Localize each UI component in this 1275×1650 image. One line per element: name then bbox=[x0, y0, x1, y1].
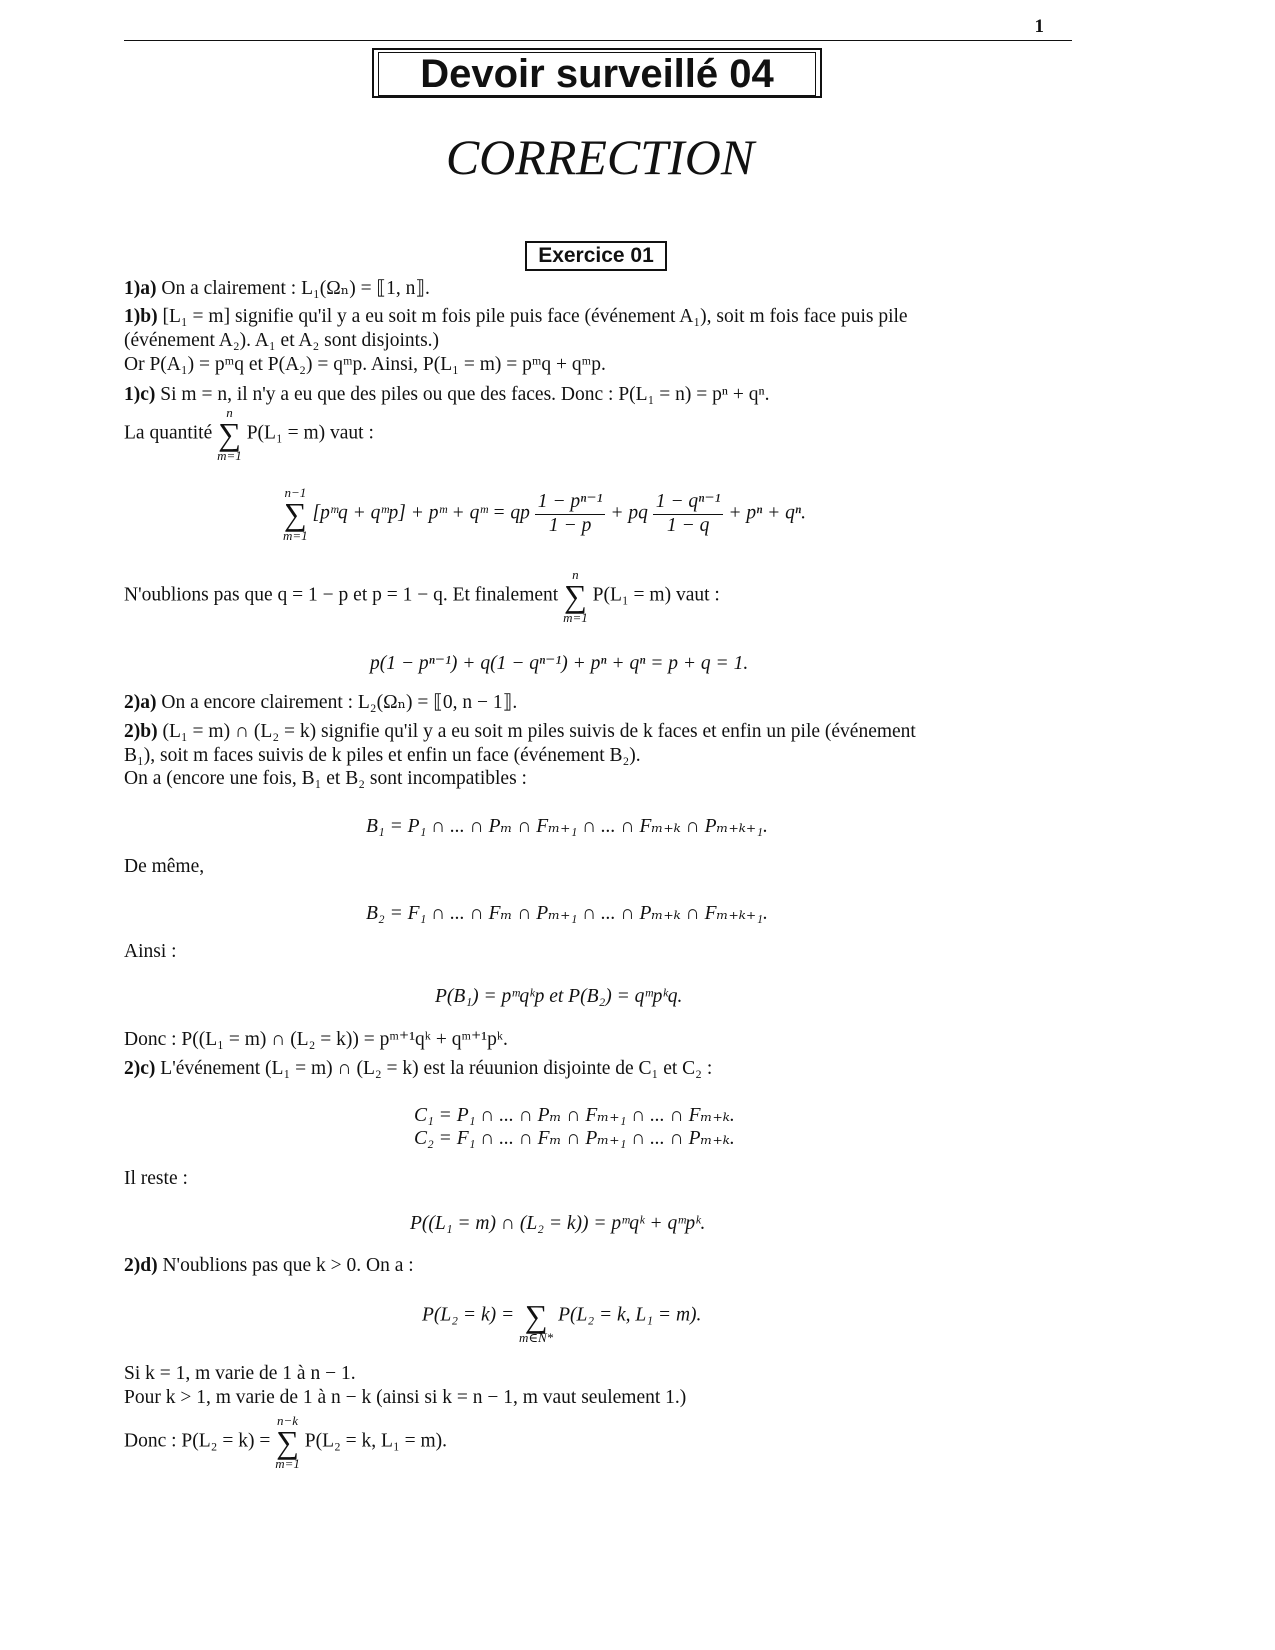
q1c-text1: Si m = n, il n'y a eu que des piles ou que des faces. Donc : P(L₁ = n) = pⁿ + qⁿ. bbox=[160, 384, 770, 405]
page-number: 1 bbox=[1034, 16, 1044, 37]
q2d-donc-pre: Donc : P(L₂ = k) = bbox=[124, 1430, 271, 1452]
q1c-line1 bbox=[124, 384, 770, 406]
q1c-eq-lhs: [pᵐq + qᵐp] + pᵐ + qᵐ = qp bbox=[312, 502, 530, 524]
q2d-donc-post: P(L₂ = k, L₁ = m). bbox=[304, 1430, 448, 1452]
fraction-denominator: 1 − p bbox=[548, 514, 592, 536]
sum-lower-limit: m=1 bbox=[275, 1456, 300, 1471]
q1b-line3: Or P(A₁) = pᵐq et P(A₂) = qᵐp. Ainsi, P(L₁ = m) = pᵐq + qᵐp. bbox=[124, 354, 606, 375]
fraction bbox=[535, 491, 606, 537]
q1c-quantity-post: P(L₁ = m) vaut : bbox=[246, 422, 374, 444]
header-rule bbox=[124, 40, 1072, 41]
sum-upper-limit: n−1 bbox=[284, 485, 307, 500]
sum-lower-limit: m=1 bbox=[283, 528, 308, 543]
q2c-eq-p: P((L₁ = m) ∩ (L₂ = k)) = pᵐqᵏ + qᵐpᵏ. bbox=[410, 1213, 706, 1234]
q1c-quantity-pre: La quantité bbox=[124, 422, 213, 444]
q1c-eq-end: + pⁿ + qⁿ. bbox=[728, 502, 806, 524]
sum-lower-limit: m∈N* bbox=[519, 1330, 554, 1345]
q1b-line2: (événement A₂). A₁ et A₂ sont disjoints.) bbox=[124, 330, 440, 351]
exercise-label: Exercice 01 bbox=[525, 241, 667, 271]
q2b-de-meme: De même, bbox=[124, 856, 205, 877]
page-title-text: Devoir surveillé 04 bbox=[378, 52, 816, 96]
sum-lower-limit: m=1 bbox=[217, 448, 242, 463]
q1c-final-equation: p(1 − pⁿ⁻¹) + q(1 − qⁿ⁻¹) + pⁿ + qⁿ = p + q = 1. bbox=[370, 653, 749, 674]
q1c-eq-mid: + pq bbox=[610, 502, 648, 524]
q2d-donc-line bbox=[124, 1414, 447, 1470]
q2b-eq-b1: B₁ = P₁ ∩ ... ∩ Pₘ ∩ Fₘ₊₁ ∩ ... ∩ Fₘ₊ₖ ∩ Pₘ₊ₖ₊₁. bbox=[366, 816, 768, 837]
q1b-label: 1)b) bbox=[124, 306, 158, 327]
q2b-line2: B₁), soit m faces suivis de k piles et enfin un face (événement B₂). bbox=[124, 745, 641, 766]
q1c-quantity-line bbox=[124, 406, 374, 462]
fraction-numerator: 1 − qⁿ⁻¹ bbox=[653, 491, 724, 514]
q2d-label: 2)d) bbox=[124, 1255, 158, 1276]
q2c-label: 2)c) bbox=[124, 1058, 156, 1079]
q2d-equation bbox=[422, 1288, 701, 1344]
q2b-eq-pb: P(B₁) = pᵐqᵏp et P(B₂) = qᵐpᵏq. bbox=[435, 986, 683, 1007]
q1c-equation bbox=[283, 486, 806, 542]
q2d-text: N'oublions pas que k > 0. On a : bbox=[162, 1255, 414, 1276]
sum-symbol: n ∑ m=1 bbox=[563, 567, 588, 625]
q2b-line3: On a (encore une fois, B₁ et B₂ sont incompatibles : bbox=[124, 768, 527, 789]
sum-upper-limit: n bbox=[226, 405, 233, 420]
q2a-label: 2)a) bbox=[124, 692, 157, 713]
q1c-label: 1)c) bbox=[124, 384, 156, 405]
sum-symbol: n−k ∑ m=1 bbox=[275, 1413, 300, 1471]
sum-symbol: n−1 ∑ m=1 bbox=[283, 485, 308, 543]
q1a-label: 1)a) bbox=[124, 278, 157, 299]
q2c-eq-c1: C₁ = P₁ ∩ ... ∩ Pₘ ∩ Fₘ₊₁ ∩ ... ∩ Fₘ₊ₖ. bbox=[414, 1105, 735, 1126]
q2b-donc: Donc : P((L₁ = m) ∩ (L₂ = k)) = pᵐ⁺¹qᵏ + qᵐ⁺¹pᵏ. bbox=[124, 1029, 508, 1050]
q1b-text1: [L₁ = m] signifie qu'il y a eu soit m fois pile puis face (événement A₁), soit m fois face puis pile bbox=[162, 306, 908, 327]
q2c-il-reste: Il reste : bbox=[124, 1168, 188, 1189]
q2a-line bbox=[124, 690, 517, 714]
q1a-line bbox=[124, 276, 430, 300]
q1c-final-line bbox=[124, 568, 720, 624]
q2b-ainsi: Ainsi : bbox=[124, 941, 177, 962]
q1c-final-post: P(L₁ = m) vaut : bbox=[592, 584, 720, 606]
q2d-eq-lhs: P(L₂ = k) = bbox=[422, 1304, 515, 1326]
q2d-eq-rhs: P(L₂ = k, L₁ = m). bbox=[558, 1304, 702, 1326]
q2b-label: 2)b) bbox=[124, 721, 158, 742]
sum-lower-limit: m=1 bbox=[563, 610, 588, 625]
q2a-text: On a encore clairement : L₂(Ωₙ) = ⟦0, n − 1⟧. bbox=[161, 692, 518, 713]
q1c-final-pre: N'oublions pas que q = 1 − p et p = 1 − q. Et finalement bbox=[124, 584, 559, 606]
sum-symbol: ∑ m∈N* bbox=[519, 1298, 554, 1345]
sum-upper-limit: n bbox=[572, 567, 579, 582]
q2c-eq-c2: C₂ = F₁ ∩ ... ∩ Fₘ ∩ Pₘ₊₁ ∩ ... ∩ Pₘ₊ₖ. bbox=[414, 1128, 735, 1149]
q2d-line bbox=[124, 1255, 414, 1277]
q2c-text: L'événement (L₁ = m) ∩ (L₂ = k) est la réuunion disjointe de C₁ et C₂ : bbox=[160, 1058, 713, 1079]
fraction-denominator: 1 − q bbox=[666, 514, 710, 536]
q2d-line-kgt1: Pour k > 1, m varie de 1 à n − k (ainsi si k = n − 1, m vaut seulement 1.) bbox=[124, 1387, 687, 1408]
sum-upper-limit: n−k bbox=[277, 1413, 299, 1428]
sum-symbol: n ∑ m=1 bbox=[217, 405, 242, 463]
fraction bbox=[653, 491, 724, 537]
page-title bbox=[372, 48, 822, 98]
subtitle: CORRECTION bbox=[445, 129, 755, 185]
q2b-eq-b2: B₂ = F₁ ∩ ... ∩ Fₘ ∩ Pₘ₊₁ ∩ ... ∩ Pₘ₊ₖ ∩ Fₘ₊ₖ₊₁. bbox=[366, 903, 768, 924]
fraction-numerator: 1 − pⁿ⁻¹ bbox=[535, 491, 606, 514]
q1b-line1 bbox=[124, 306, 908, 328]
q2b-line1 bbox=[124, 721, 916, 743]
q2c-line bbox=[124, 1058, 712, 1080]
q2b-text1: (L₁ = m) ∩ (L₂ = k) signifie qu'il y a eu soit m piles suivis de k faces et enfin un pile (événement bbox=[162, 721, 916, 742]
q2d-line-k1: Si k = 1, m varie de 1 à n − 1. bbox=[124, 1363, 356, 1384]
q1a-text: On a clairement : L₁(Ωₙ) = ⟦1, n⟧. bbox=[161, 278, 430, 299]
